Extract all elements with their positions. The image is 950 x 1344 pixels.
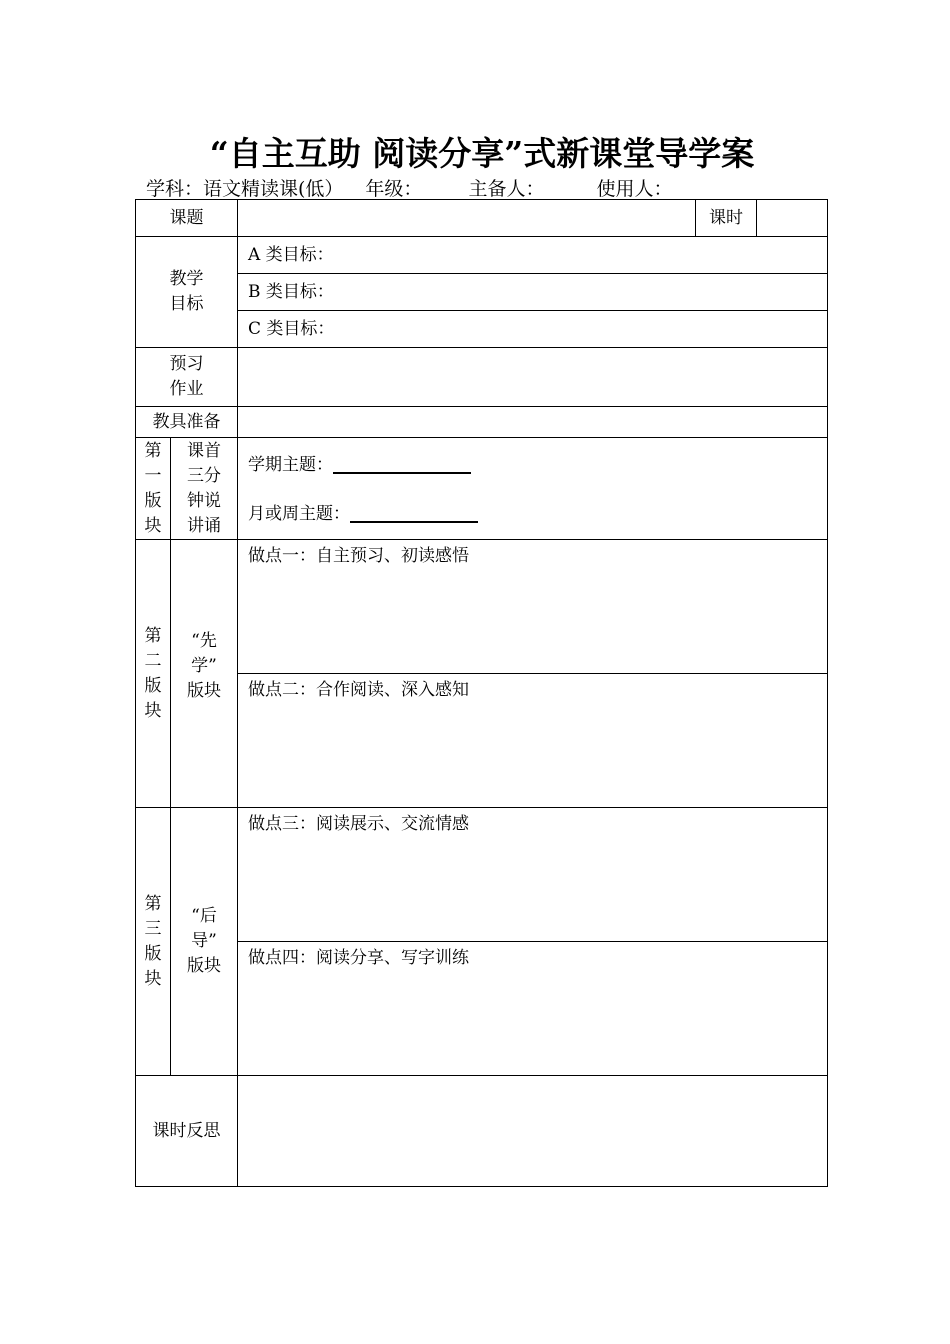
- reflection-cell[interactable]: [238, 1076, 828, 1187]
- section1-row: [136, 438, 828, 540]
- term-theme-line: 学期主题：: [248, 453, 827, 478]
- term-theme-blank[interactable]: [333, 454, 471, 474]
- section3-row-a: [136, 808, 828, 942]
- preview-cell[interactable]: [238, 348, 828, 407]
- goal-a-row: [136, 237, 828, 274]
- point2-cell[interactable]: 做点二：合作阅读、深入感知: [238, 674, 828, 808]
- point1-cell[interactable]: 做点一：自主预习、初读感悟: [238, 540, 828, 674]
- preparer-field: 主备人：: [468, 178, 545, 200]
- tools-row: [136, 407, 828, 438]
- preview-label: 预习 作业: [136, 348, 238, 407]
- month-theme-blank[interactable]: [350, 503, 478, 523]
- preview-row: [136, 348, 828, 407]
- tools-cell[interactable]: [238, 407, 828, 438]
- section3-row-b: [136, 942, 828, 1076]
- period-label: 课时: [696, 200, 757, 237]
- topic-row: [136, 200, 828, 237]
- document-meta: [146, 174, 672, 201]
- month-theme-line: 月或周主题：: [248, 502, 827, 527]
- goal-b-cell[interactable]: B 类目标：: [238, 274, 828, 311]
- goals-label: 教学 目标: [136, 237, 238, 348]
- period-cell[interactable]: [757, 200, 828, 237]
- section3-label: 第 三 版 块: [136, 808, 171, 1076]
- section3-sublabel: “后 导” 版块: [171, 808, 238, 1076]
- point3-cell[interactable]: 做点三：阅读展示、交流情感: [238, 808, 828, 942]
- reflection-label: 课时反思: [136, 1076, 238, 1187]
- subject-field: 学科：语文精读课(低）: [146, 178, 344, 200]
- section2-label: 第 二 版 块: [136, 540, 171, 808]
- page-title: “自主互助 阅读分享”式新课堂导学案: [209, 134, 755, 173]
- section1-content: [238, 438, 828, 540]
- lesson-plan-table: [135, 199, 828, 1187]
- grade-field: 年级：: [365, 178, 423, 200]
- section1-label: 第 一 版 块: [136, 438, 171, 540]
- goal-a-cell[interactable]: A 类目标：: [238, 237, 828, 274]
- user-field: 使用人：: [596, 178, 673, 200]
- point4-cell[interactable]: 做点四：阅读分享、写字训练: [238, 942, 828, 1076]
- topic-label: 课题: [136, 200, 238, 237]
- section1-sublabel: 课首 三分 钟说 讲诵: [171, 438, 238, 540]
- section2-row-b: [136, 674, 828, 808]
- tools-label: 教具准备: [136, 407, 238, 438]
- reflection-row: [136, 1076, 828, 1187]
- section2-row-a: [136, 540, 828, 674]
- goal-c-cell[interactable]: C 类目标：: [238, 311, 828, 348]
- section2-sublabel: “先 学” 版块: [171, 540, 238, 808]
- goal-c-row: [136, 311, 828, 348]
- topic-cell[interactable]: [238, 200, 696, 237]
- goal-b-row: [136, 274, 828, 311]
